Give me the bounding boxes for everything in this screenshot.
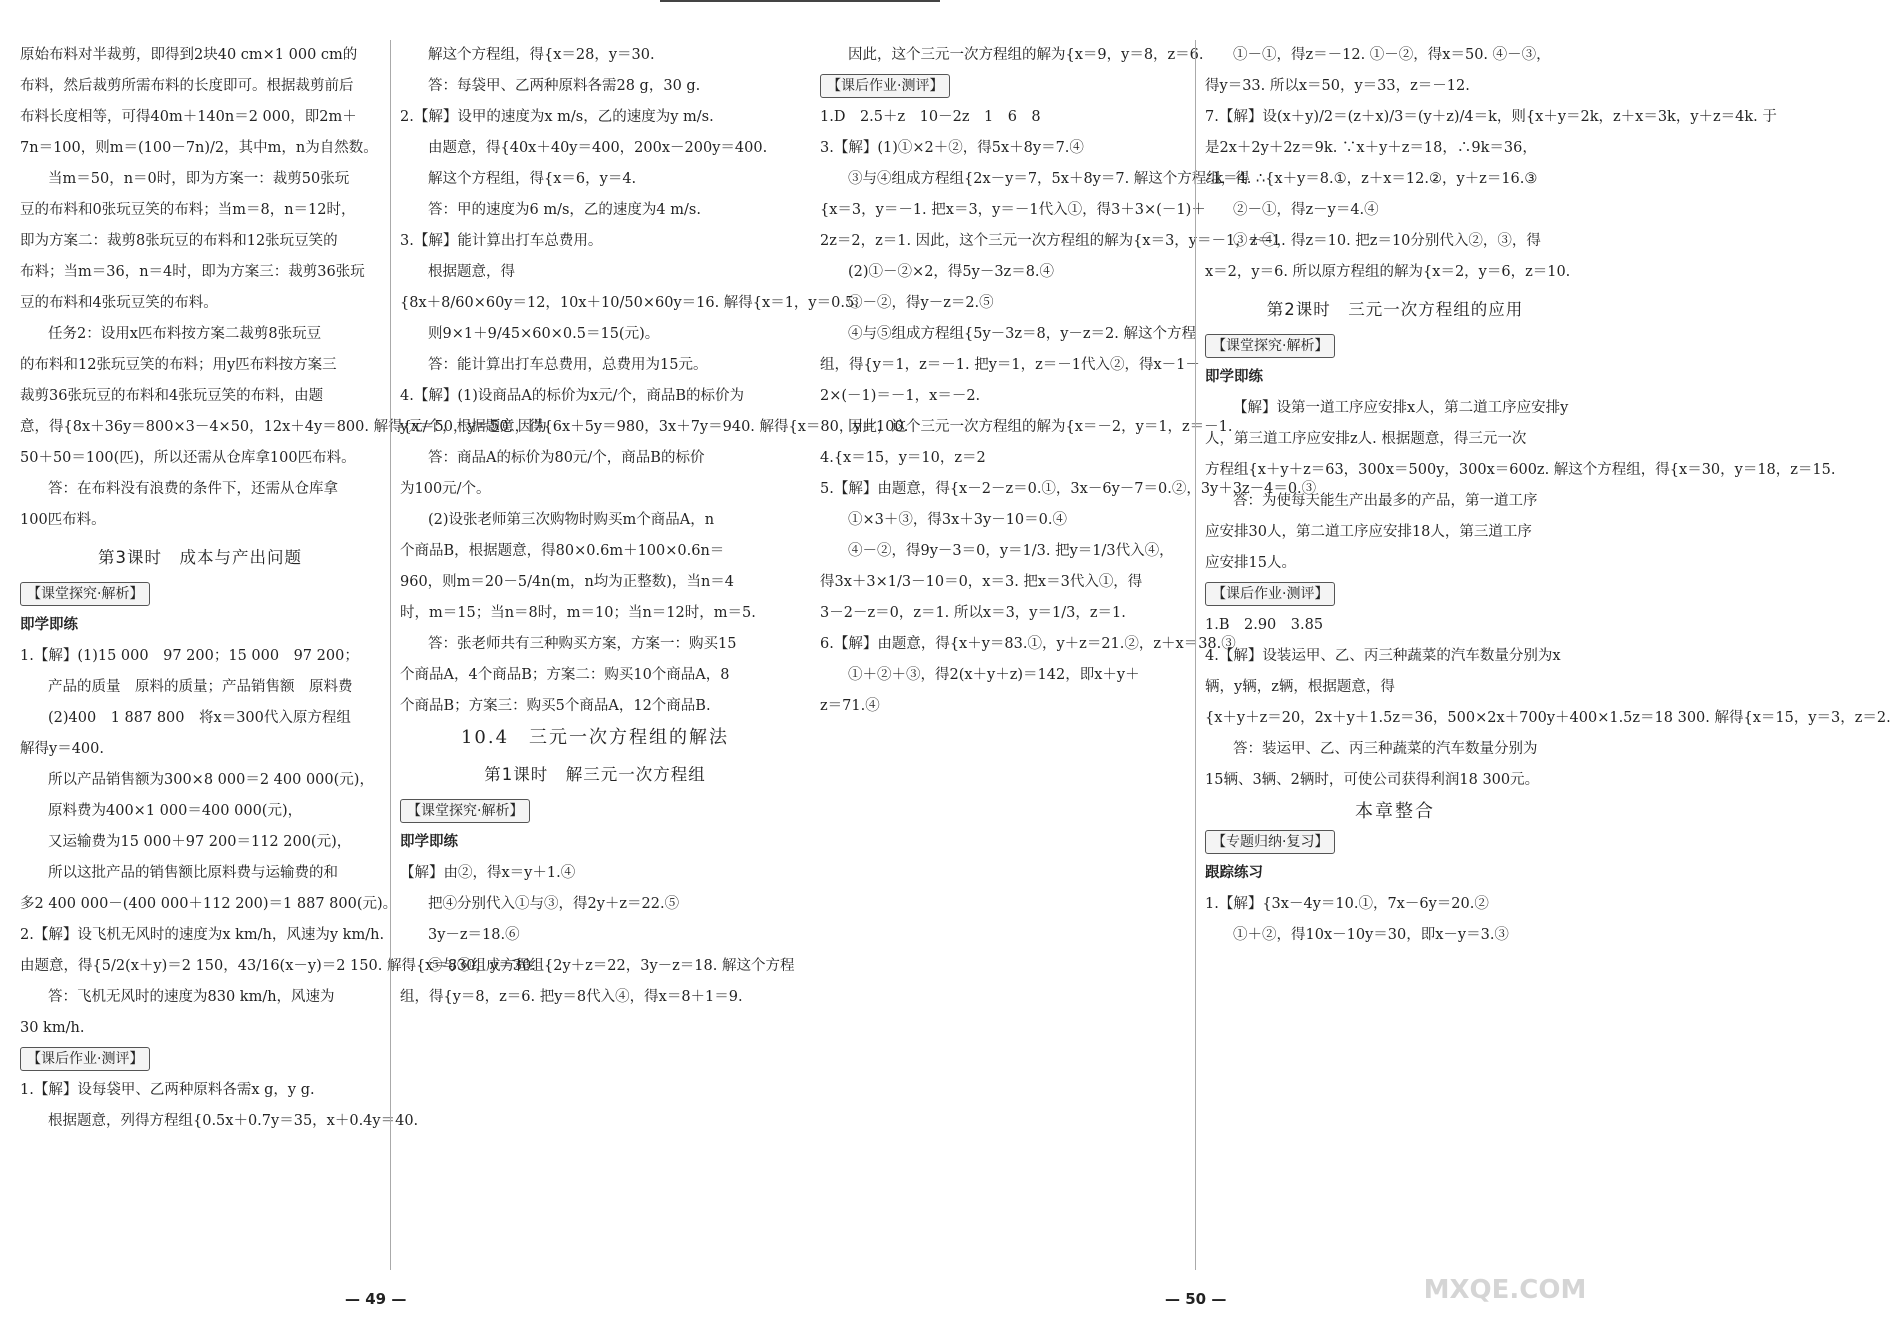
- col1-line: 【课后作业·测评】: [20, 1047, 150, 1071]
- col1-line: 产品的质量 原料的质量；产品销售额 原料费: [48, 679, 353, 695]
- col4-line: 方程组{x＋y＋z＝63，300x＝500y，300x＝600z. 解这个方程组，得{x＝30，y＝18，z＝15.: [1205, 462, 1836, 478]
- col2-line: 解这个方程组，得{x＝28，y＝30.: [428, 47, 655, 63]
- col4-line: ∴k＝4. ∴{x＋y＝8.①，z＋x＝12.②，y＋z＝16.③: [1205, 171, 1538, 187]
- col4-line: 第2课时 三元一次方程组的应用: [1266, 300, 1524, 319]
- col2-line: 个商品B；方案三：购买5个商品A，12个商品B.: [400, 698, 711, 714]
- col4-line: ①＋②，得10x－10y＝30，即x－y＝3.③: [1233, 927, 1509, 943]
- col1-line: 的布料和12张玩豆笑的布料；用y匹布料按方案三: [20, 357, 337, 373]
- col2-line: 3.【解】能计算出打车总费用。: [400, 233, 603, 249]
- col1-line: 1.【解】设每袋甲、乙两种原料各需x g，y g.: [20, 1082, 315, 1098]
- col4-line: 答：为使每天能生产出最多的产品，第一道工序: [1233, 493, 1538, 509]
- page-number-left: — 49 —: [345, 1290, 407, 1308]
- col4-line: 【课后作业·测评】: [1205, 582, 1335, 606]
- col2-line: 组，得{y＝8，z＝6. 把y＝8代入④，得x＝8＋1＝9.: [400, 989, 743, 1005]
- col2-line: 【解】由②，得x＝y＋1.④: [400, 865, 576, 881]
- col1-line: 答：飞机无风时的速度为830 km/h，风速为: [48, 989, 335, 1005]
- col1-line: 50＋50＝100(匹)，所以还需从仓库拿100匹布料。: [20, 450, 356, 466]
- col4-line: 【专题归纳·复习】: [1205, 830, 1335, 854]
- col1-line: 豆的布料和4张玩豆笑的布料。: [20, 295, 218, 311]
- col4-line: 得y＝33. 所以x＝50，y＝33，z＝－12.: [1205, 78, 1470, 94]
- col3-line: 因此，这个三元一次方程组的解为{x＝－2，y＝1，z＝－1.: [848, 419, 1233, 435]
- col1-line: 豆的布料和0张玩豆笑的布料；当m＝8，n＝12时，: [20, 202, 356, 218]
- col1-line: 任务2：设用x匹布料按方案二裁剪8张玩豆: [48, 326, 322, 342]
- col4-line: 1.【解】{3x－4y＝10.①，7x－6y＝20.②: [1205, 896, 1489, 912]
- col4-line: 应安排30人，第二道工序应安排18人，第三道工序: [1205, 524, 1532, 540]
- col2-line: 即学即练: [400, 834, 458, 850]
- col3-line: ①×3＋③，得3x＋3y－10＝0.④: [848, 512, 1067, 528]
- col2-line: {8x＋8/60×60y＝12，10x＋10/50×60y＝16. 解得{x＝1，y＝0.5.: [400, 295, 859, 311]
- col1-line: 答：在布料没有浪费的条件下，还需从仓库拿: [48, 481, 338, 497]
- col2-line: 2.【解】设甲的速度为x m/s，乙的速度为y m/s.: [400, 109, 714, 125]
- col3-line: 6.【解】由题意，得{x＋y＝83.①，y＋z＝21.②，z＋x＝38.③: [820, 636, 1236, 652]
- col2-line: ⑤与⑥组成方程组{2y＋z＝22，3y－z＝18. 解这个方程: [428, 958, 795, 974]
- col2-line: 解这个方程组，得{x＝6，y＝4.: [428, 171, 637, 187]
- col1-line: 2.【解】设飞机无风时的速度为x km/h，风速为y km/h.: [20, 927, 385, 943]
- col1-line: 多2 400 000－(400 000＋112 200)＝1 887 800(元)。: [20, 896, 398, 912]
- col1-line: 原始布料对半裁剪，即得到2块40 cm×1 000 cm的: [20, 47, 358, 63]
- col2-line: 【课堂探究·解析】: [400, 799, 530, 823]
- col4-line: {x＋y＋z＝20，2x＋y＋1.5z＝36，500×2x＋700y＋400×1.5z＝18 300. 解得{x＝15，y＝3，z＝2.: [1205, 710, 1891, 726]
- col2-line: 960，则m＝20－5/4n(m，n均为正整数)，当n＝4: [400, 574, 735, 590]
- col2-line: 时，m＝15；当n＝8时，m＝10；当n＝12时，m＝5.: [400, 605, 756, 621]
- col1-line: 所以产品销售额为300×8 000＝2 400 000(元)，: [48, 772, 374, 788]
- col2-line: (2)设张老师第三次购物时购买m个商品A，n: [428, 512, 715, 528]
- col1-line: 所以这批产品的销售额比原料费与运输费的和: [48, 865, 338, 881]
- col4-line: 4.【解】设装运甲、乙、丙三种蔬菜的汽车数量分别为x: [1205, 648, 1561, 664]
- col1-line: 100匹布料。: [20, 512, 106, 528]
- col2-line: 答：每袋甲、乙两种原料各需28 g，30 g.: [428, 78, 701, 94]
- col4-line: x＝2，y＝6. 所以原方程组的解为{x＝2，y＝6，z＝10.: [1205, 264, 1571, 280]
- col1-line: 1.【解】(1)15 000 97 200；15 000 97 200；: [20, 648, 359, 664]
- col1-line: 布料；当m＝36，n＝4时，即为方案三：裁剪36张玩: [20, 264, 365, 280]
- column-divider: [1195, 40, 1196, 1270]
- col3-line: ③与④组成方程组{2x－y＝7，5x＋8y＝7. 解这个方程组，得: [848, 171, 1250, 187]
- col3-line: 3.【解】(1)①×2＋②，得5x＋8y＝7.④: [820, 140, 1084, 156]
- col4-line: 跟踪练习: [1205, 865, 1263, 881]
- column-divider: [390, 40, 391, 1270]
- col3-line: z＝71.④: [820, 698, 880, 714]
- col1-line: 布料，然后裁剪所需布料的长度即可。根据裁剪前后: [20, 78, 354, 94]
- col2-line: 则9×1＋9/45×60×0.5＝15(元)。: [428, 326, 660, 342]
- col2-line: 把④分别代入①与③，得2y＋z＝22.⑤: [428, 896, 680, 912]
- col2-line: 由题意，得{40x＋40y＝400，200x－200y＝400.: [428, 140, 768, 156]
- col2-line: 答：商品A的标价为80元/个，商品B的标价: [428, 450, 705, 466]
- col4-line: 是2x＋2y＋2z＝9k. ∵x＋y＋z＝18，∴9k＝36，: [1205, 140, 1537, 156]
- col3-line: 2×(－1)＝－1，x＝－2.: [820, 388, 981, 404]
- col1-line: 【课堂探究·解析】: [20, 582, 150, 606]
- col1-line: (2)400 1 887 800 将x＝300代入原方程组: [48, 710, 351, 726]
- col3-line: 4.{x＝15，y＝10，z＝2: [820, 450, 986, 466]
- col4-line: 1.B 2.90 3.85: [1205, 617, 1324, 633]
- col2-line: 3y－z＝18.⑥: [428, 927, 520, 943]
- col4-line: ②－①，得z－y＝4.④: [1233, 202, 1379, 218]
- col1-line: 即为方案二：裁剪8张玩豆的布料和12张玩豆笑的: [20, 233, 338, 249]
- col2-line: 第1课时 解三元一次方程组: [484, 765, 706, 784]
- col1-line: 由题意，得{5/2(x＋y)＝2 150，43/16(x－y)＝2 150. 解得{x＝830，y＝30.: [20, 958, 536, 974]
- col4-line: 人，第三道工序应安排z人. 根据题意，得三元一次: [1205, 431, 1527, 447]
- col1-line: 裁剪36张玩豆的布料和4张玩豆笑的布料，由题: [20, 388, 324, 404]
- col4-line: 应安排15人。: [1205, 555, 1296, 571]
- col3-line: {x＝3，y＝－1. 把x＝3，y＝－1代入①，得3＋3×(－1)＋: [820, 202, 1206, 218]
- col3-line: 因此，这个三元一次方程组的解为{x＝9，y＝8，z＝6.: [848, 47, 1204, 63]
- col2-line: 为100元/个。: [400, 481, 491, 497]
- col3-line: 组，得{y＝1，z＝－1. 把y＝1，z＝－1代入②，得x－1－: [820, 357, 1200, 373]
- col3-line: ④与⑤组成方程组{5y－3z＝8，y－z＝2. 解这个方程: [848, 326, 1197, 342]
- col1-line: 第3课时 成本与产出问题: [98, 548, 302, 567]
- page-number-right: — 50 —: [1165, 1290, 1227, 1308]
- watermark-text: MXQE.COM: [1423, 1275, 1587, 1305]
- col4-line: 【解】设第一道工序应安排x人，第二道工序应安排y: [1233, 400, 1569, 416]
- col1-line: 7n＝100，则m＝(100－7n)/2，其中m，n为自然数。: [20, 140, 378, 156]
- top-rule: [660, 0, 940, 2]
- watermark-logo: [1420, 1250, 1590, 1310]
- col1-line: 布料长度相等，可得40m＋140n＝2 000，即2m＋: [20, 109, 357, 125]
- col3-line: 3－2－z＝0，z＝1. 所以x＝3，y＝1/3，z＝1.: [820, 605, 1126, 621]
- col4-line: 15辆、3辆、2辆时，可使公司获得利润18 300元。: [1205, 772, 1540, 788]
- col2-line: 个商品A，4个商品B；方案二：购买10个商品A，8: [400, 667, 730, 683]
- col3-line: 1.D 2.5＋z 10－2z 1 6 8: [820, 109, 1041, 125]
- col1-line: 原料费为400×1 000＝400 000(元)，: [48, 803, 303, 819]
- col4-line: 辆，y辆，z辆，根据题意，得: [1205, 679, 1395, 695]
- col3-line: (2)①－②×2，得5y－3z＝8.④: [848, 264, 1055, 280]
- col1-line: 30 km/h.: [20, 1020, 85, 1036]
- col4-line: 本章整合: [1355, 801, 1435, 822]
- col2-line: 根据题意，得: [428, 264, 515, 280]
- col3-line: 5.【解】由题意，得{x－2－z＝0.①，3x－6y－7＝0.②，3y＋3z－4＝0.③: [820, 481, 1317, 497]
- col2-line: 答：能计算出打车总费用，总费用为15元。: [428, 357, 708, 373]
- col1-line: 当m＝50，n＝0时，即为方案一：裁剪50张玩: [48, 171, 350, 187]
- col3-line: ③－②，得y－z＝2.⑤: [848, 295, 994, 311]
- col2-line: 答：张老师共有三种购买方案，方案一：购买15: [428, 636, 737, 652]
- col2-line: y元/个，根据题意，得{6x＋5y＝980，3x＋7y＝940. 解得{x＝80，y＝100.: [400, 419, 909, 435]
- col3-line: 得3x＋3×1/3－10＝0，x＝3. 把x＝3代入①，得: [820, 574, 1143, 590]
- col4-line: 【课堂探究·解析】: [1205, 334, 1335, 358]
- col4-line: ①－①，得z＝－12. ①－②，得x＝50. ④－③，: [1233, 47, 1551, 63]
- col3-line: ①＋②＋③，得2(x＋y＋z)＝142，即x＋y＋: [848, 667, 1140, 683]
- col3-line: 【课后作业·测评】: [820, 74, 950, 98]
- col1-line: 即学即练: [20, 617, 78, 633]
- col4-line: ③＋④，得z＝10. 把z＝10分别代入②，③，得: [1233, 233, 1541, 249]
- col4-line: 答：装运甲、乙、丙三种蔬菜的汽车数量分别为: [1233, 741, 1538, 757]
- col2-line: 4.【解】(1)设商品A的标价为x元/个，商品B的标价为: [400, 388, 745, 404]
- col4-line: 7.【解】设(x＋y)/2＝(z＋x)/3＝(y＋z)/4＝k，则{x＋y＝2k，z＋x＝3k，y＋z＝4k. 于: [1205, 109, 1777, 125]
- column-4: [1205, 40, 1891, 951]
- col4-line: 即学即练: [1205, 369, 1263, 385]
- col3-line: 2z＝2，z＝1. 因此，这个三元一次方程组的解为{x＝3，y＝－1，z＝1.: [820, 233, 1286, 249]
- col2-line: 个商品B，根据题意，得80×0.6m＋100×0.6n＝: [400, 543, 725, 559]
- col3-line: ④－②，得9y－3＝0，y＝1/3. 把y＝1/3代入④，: [848, 543, 1174, 559]
- col1-line: 又运输费为15 000＋97 200＝112 200(元)，: [48, 834, 352, 850]
- col2-line: 答：甲的速度为6 m/s，乙的速度为4 m/s.: [428, 202, 701, 218]
- col1-line: 意，得{8x＋36y＝800×3－4×50，12x＋4y＝800. 解得{x＝50，y＝50. 因为: [20, 419, 547, 435]
- col2-line: 10.4 三元一次方程组的解法: [460, 727, 730, 748]
- col1-line: 解得y＝400.: [20, 741, 104, 757]
- col1-line: 根据题意，列得方程组{0.5x＋0.7y＝35，x＋0.4y＝40.: [48, 1113, 419, 1129]
